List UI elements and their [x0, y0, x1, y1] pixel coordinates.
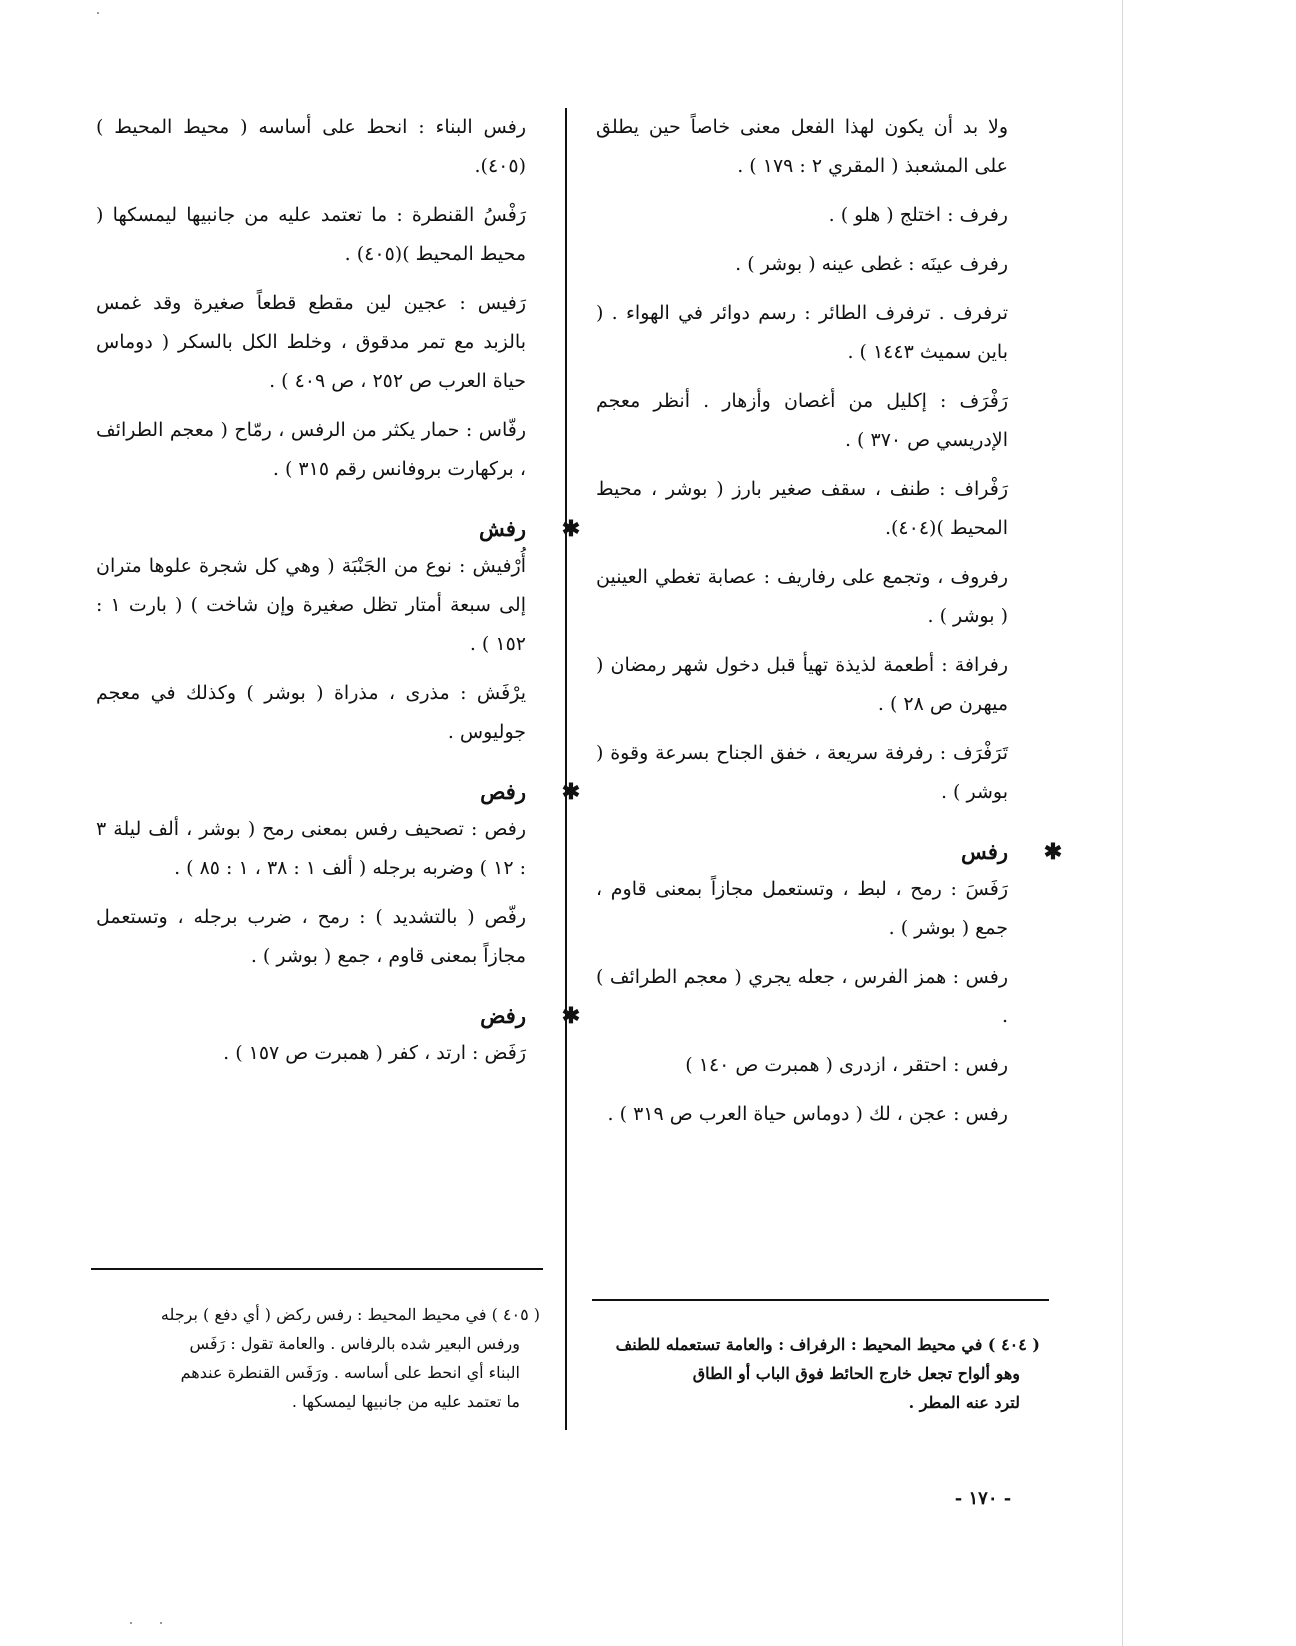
entry-text: رَفيس : عجين لين مقطع قطعاً صغيرة وقد غمس بالزبد مع تمر مدقوق ، وخلط الكل بالسكر ( دوماس حياة العرب ص ٢٥٢ ، ص ٤٠٩ ) .	[96, 292, 526, 392]
entry	[596, 958, 1008, 1036]
entry-text: رَفَسَ : رمح ، لبط ، وتستعمل مجازاً بمعنى قاوم ، جمع ( بوشر ) .	[596, 878, 1008, 939]
page-number: - ١٧٠ -	[954, 1488, 1012, 1509]
root-word: رفض	[480, 1003, 526, 1028]
star-icon: ✱	[561, 516, 581, 542]
root-heading	[596, 834, 1063, 870]
entry-text: رفروف ، وتجمع على رفاريف : عصابة تغطي العينين ( بوشر ) .	[596, 566, 1008, 627]
entry	[96, 196, 526, 274]
footnote-line: ورفس البعير شده بالرفاس . والعامة تقول : رَفَس	[189, 1334, 520, 1353]
column-divider	[565, 108, 567, 1430]
entry-text: أُرْفيش : نوع من الجَنْبَة ( وهي كل شجرة علوها متران إلى سبعة أمتار تظل صغيرة وإن شاخت ) ( بارت ١ : ١٥٢ ) .	[96, 555, 526, 655]
entry-text: رَفْسُ القنطرة : ما تعتمد عليه من جانبيها ليمسكها ( محيط المحيط )(٤٠٥) .	[96, 204, 526, 265]
entry	[596, 558, 1008, 636]
entry	[96, 411, 526, 489]
entry	[596, 108, 1008, 186]
entry-text: رفّص ( بالتشديد ) : رمح ، ضرب برجله ، وتستعمل مجازاً بمعنى قاوم ، جمع ( بوشر ) .	[96, 906, 526, 967]
scan-edge-line	[1122, 0, 1123, 1646]
entry	[96, 284, 526, 401]
entry-text: ترفرف . ترفرف الطائر : رسم دوائر في الهواء . ( باين سميث ١٤٤٣ ) .	[596, 302, 1008, 363]
entry	[96, 547, 526, 664]
footnote-line: البناء أي انحط على أساسه . ورَفَس القنطرة عندهم	[180, 1363, 520, 1382]
star-icon: ✱	[1043, 839, 1063, 865]
entry	[96, 1034, 526, 1073]
entry	[596, 1046, 1008, 1085]
entry	[596, 470, 1008, 548]
entry	[596, 734, 1008, 812]
entry	[596, 294, 1008, 372]
entry-text: ولا بد أن يكون لهذا الفعل معنى خاصاً حين يطلق على المشعبذ ( المقري ٢ : ١٧٩ ) .	[596, 116, 1008, 177]
entry-text: رفرافة : أطعمة لذيذة تهيأ قبل دخول شهر رمضان ( ميهرن ص ٢٨ ) .	[596, 654, 1008, 715]
star-icon: ✱	[561, 1003, 581, 1029]
footnote-405	[96, 1300, 540, 1416]
scan-speck	[97, 12, 99, 14]
root-heading	[96, 998, 581, 1034]
footnote-404	[592, 1330, 1040, 1417]
footnote-line: ( ٤٠٥ ) في محيط المحيط : رفس ركض ( أي دفع ) برجله	[160, 1305, 540, 1324]
entry-text: يرْفَش : مذرى ، مذراة ( بوشر ) وكذلك في معجم جوليوس .	[96, 682, 526, 743]
entry	[96, 108, 526, 186]
root-heading	[96, 511, 581, 547]
entry	[96, 810, 526, 888]
scan-speck	[160, 1622, 162, 1624]
footnote-line: ( ٤٠٤ ) في محيط المحيط : الرفراف : والعامة تستعمله للطنف	[615, 1335, 1040, 1354]
entry	[596, 646, 1008, 724]
footnote-line: لترد عنه المطر .	[908, 1393, 1020, 1412]
footnote-line: ما تعتمد عليه من جانبيها ليمسكها .	[291, 1392, 520, 1411]
star-icon: ✱	[561, 779, 581, 805]
footnote-rule	[91, 1268, 543, 1270]
footnote-rule	[592, 1299, 1049, 1301]
root-word: رفس	[961, 839, 1008, 864]
entry	[96, 898, 526, 976]
entry-text: رَفْراف : طنف ، سقف صغير بارز ( بوشر ، محيط المحيط )(٤٠٤).	[596, 478, 1008, 539]
entry-text: رفرف عينَه : غطى عينه ( بوشر ) .	[735, 253, 1008, 275]
entry	[596, 196, 1008, 235]
entry-text: تَرَفْرَف : رفرفة سريعة ، خفق الجناح بسرعة وقوة ( بوشر ) .	[596, 742, 1008, 803]
entry	[596, 382, 1008, 460]
entry	[596, 1095, 1008, 1134]
entry-text: رفس : همز الفرس ، جعله يجري ( معجم الطرائف ) .	[596, 966, 1008, 1027]
entry-text: رفس البناء : انحط على أساسه ( محيط المحيط )(٤٠٥).	[96, 116, 526, 177]
root-heading	[96, 774, 581, 810]
entry-text: رفرف : اختلج ( هلو ) .	[828, 204, 1008, 226]
footnote-line: وهو ألواح تجعل خارج الحائط فوق الباب أو الطاق	[692, 1364, 1020, 1383]
root-word: رفش	[479, 516, 526, 541]
entry-text: رَفَض : ارتد ، كفر ( همبرت ص ١٥٧ ) .	[223, 1042, 526, 1064]
entry-text: رَفْرَف : إكليل من أغصان وأزهار . أنظر معجم الإدريسي ص ٣٧٠ ) .	[596, 390, 1008, 451]
entry	[596, 870, 1008, 948]
entry-text: رفص : تصحيف رفس بمعنى رمح ( بوشر ، ألف ليلة ٣ : ١٢ ) وضربه برجله ( ألف ١ : ٣٨ ، ١ : ٨٥ ) .	[96, 818, 526, 879]
left-column	[96, 108, 581, 1083]
root-word: رفص	[480, 779, 526, 804]
right-column	[596, 108, 1063, 1144]
entry	[96, 674, 526, 752]
scan-speck	[130, 1622, 132, 1624]
entry	[596, 245, 1008, 284]
entry-text: رفّاس : حمار يكثر من الرفس ، رمّاح ( معجم الطرائف ، بركهارت بروفانس رقم ٣١٥ ) .	[96, 419, 526, 480]
entry-text: رفس : احتقر ، ازدرى ( همبرت ص ١٤٠ )	[685, 1054, 1008, 1076]
entry-text: رفس : عجن ، لك ( دوماس حياة العرب ص ٣١٩ ) .	[607, 1103, 1008, 1125]
